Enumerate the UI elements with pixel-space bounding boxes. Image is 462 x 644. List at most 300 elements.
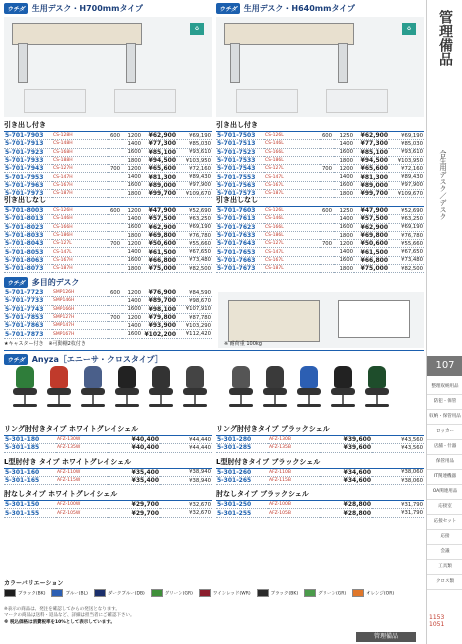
model-number: AFZ-115W <box>56 476 108 484</box>
price-excl-tax: ¥57,500 <box>354 215 389 223</box>
table-row[interactable] <box>4 444 212 452</box>
anyza-product-block <box>216 457 424 486</box>
model-number: CS-147L <box>264 248 320 256</box>
table-row[interactable] <box>216 165 424 173</box>
h640-without-drawer-title: 引き出しなし <box>216 195 424 207</box>
swatch-chip <box>94 589 106 597</box>
table-row[interactable] <box>216 509 424 517</box>
product-code: 5-701-7603 <box>216 207 264 215</box>
width-value: 1800 <box>122 190 142 198</box>
product-code: 5-701-8043 <box>4 240 52 248</box>
product-code: 5-701-7543 <box>216 165 264 173</box>
model-number: CS-167L <box>264 256 320 264</box>
price-excl-tax: ¥66,800 <box>354 256 389 264</box>
anyza-product-block <box>216 489 424 518</box>
price-incl-tax: ¥44,440 <box>160 444 212 452</box>
anyza-block-title: 肘なしタイプ ブラックシェル <box>216 489 424 501</box>
h640-without-table <box>216 207 424 273</box>
product-code: 5-701-7943 <box>4 165 52 173</box>
table-row[interactable] <box>4 436 212 444</box>
model-number: AFZ-105B <box>268 509 320 517</box>
price-incl-tax: ¥31,790 <box>372 501 424 509</box>
sidebar-nav-item[interactable]: 応接 <box>427 530 462 545</box>
h640-header <box>216 2 424 15</box>
price-incl-tax: ¥109,670 <box>389 190 424 198</box>
eco-badge-icon: ♻ <box>190 23 204 35</box>
product-code: 5-701-7953 <box>4 173 52 181</box>
depth-group: 600 <box>109 289 121 296</box>
product-code: 5-701-7503 <box>216 132 264 140</box>
anyza-title: Anyza［エニーサ・クロスタイプ］ <box>31 355 163 364</box>
table-row[interactable] <box>216 181 424 189</box>
width-value: 1400 <box>122 297 142 305</box>
model-number: AFZ-100B <box>268 501 320 509</box>
eco-badge-icon: ♻ <box>402 23 416 35</box>
table-row[interactable] <box>216 207 424 215</box>
page-number: 107 <box>427 356 462 376</box>
h640-section <box>216 2 424 273</box>
depth-group <box>108 305 122 313</box>
table-row[interactable] <box>4 240 212 248</box>
price-excl-tax: ¥61,500 <box>354 248 389 256</box>
width-value: 1400 <box>334 215 354 223</box>
price-incl-tax: ¥69,190 <box>177 223 212 231</box>
swatch-chip <box>4 589 16 597</box>
depth-group: 600 <box>321 132 333 139</box>
model-number: CS-187H <box>52 190 108 198</box>
color-swatch <box>257 589 298 597</box>
sidebar-nav-item[interactable]: 整理収納用品 <box>427 380 462 395</box>
table-row[interactable] <box>4 165 212 173</box>
table-row[interactable] <box>216 256 424 264</box>
color-variation <box>4 578 424 597</box>
product-code: 5-701-8033 <box>4 231 52 239</box>
model-number: AFZ-130B <box>268 436 320 444</box>
chair-image-blue <box>78 366 108 412</box>
swatch-label: ブラック(BK) <box>270 591 299 597</box>
anyza-product-block <box>4 489 212 518</box>
width-value: 1600 <box>334 148 354 156</box>
product-code: 5-301-185 <box>4 444 56 452</box>
table-row[interactable] <box>216 248 424 256</box>
depth-group: 600 <box>321 207 333 214</box>
sidebar-nav-item[interactable]: 防犯・保管 <box>427 395 462 410</box>
model-number: CS-146L <box>264 215 320 223</box>
width-value: 1800 <box>122 265 142 273</box>
color-variation-title: カラーバリエーション <box>4 580 64 587</box>
depth-group <box>320 140 334 148</box>
table-row[interactable] <box>216 231 424 239</box>
multi-section <box>4 276 212 347</box>
price-excl-tax: ¥47,900 <box>354 207 389 215</box>
depth-group: 600 <box>109 207 121 214</box>
width-value: 1600 <box>122 223 142 231</box>
product-code: 5-701-7873 <box>4 330 52 338</box>
model-number: SMP146H <box>52 297 108 305</box>
price-incl-tax: ¥38,060 <box>372 469 424 477</box>
table-row[interactable] <box>216 223 424 231</box>
price-excl-tax: ¥77,300 <box>142 140 177 148</box>
width-value: 1200 <box>122 289 142 297</box>
depth-group <box>320 223 334 231</box>
product-code: 5-701-7743 <box>4 305 52 313</box>
table-row[interactable] <box>4 265 212 273</box>
width-value: 1800 <box>334 156 354 164</box>
price-excl-tax: ¥89,000 <box>354 181 389 189</box>
anyza-product-block <box>4 424 212 453</box>
swatch-chip <box>304 589 316 597</box>
width-value: 1600 <box>122 305 142 313</box>
swatch-label: オレンジ(OR) <box>366 591 395 597</box>
table-row[interactable] <box>4 181 212 189</box>
anyza-header <box>4 350 424 366</box>
price-incl-tax: ¥73,480 <box>389 256 424 264</box>
h700-side-drawing <box>24 89 86 113</box>
table-row[interactable] <box>216 240 424 248</box>
width-value: 1250 <box>334 132 354 140</box>
brand-logo: ウチダ <box>4 3 28 14</box>
sidebar-title: 管理備品 <box>437 10 453 66</box>
model-number: SMP126H <box>52 289 108 297</box>
price-incl-tax: ¥31,790 <box>372 509 424 517</box>
product-code: 5-301-250 <box>216 501 268 509</box>
h640-with-drawer <box>216 120 424 198</box>
price-excl-tax: ¥50,600 <box>354 240 389 248</box>
model-number: CS-166L <box>264 223 320 231</box>
model-number: CS-186H <box>52 231 108 239</box>
product-code: 5-701-7613 <box>216 215 264 223</box>
width-value: 1600 <box>122 330 142 338</box>
depth-group <box>108 330 122 338</box>
sidebar-nav-item[interactable]: 工具類 <box>427 560 462 575</box>
model-number: SMP127H <box>52 313 108 321</box>
h700-with-drawer <box>4 120 212 198</box>
price-excl-tax: ¥61,500 <box>142 248 177 256</box>
model-number: CS-188H <box>52 156 108 164</box>
price-incl-tax: ¥38,060 <box>372 476 424 484</box>
width-value: 1200 <box>334 165 354 173</box>
price-excl-tax: ¥39,600 <box>320 436 372 444</box>
multi-desk-image <box>218 292 424 348</box>
table-row[interactable] <box>216 140 424 148</box>
price-incl-tax: ¥87,780 <box>177 313 212 321</box>
depth-group <box>320 265 334 273</box>
price-excl-tax: ¥39,600 <box>320 444 372 452</box>
h640-with-drawer-title: 引き出し付き <box>216 120 424 132</box>
price-incl-tax: ¥55,660 <box>177 240 212 248</box>
color-swatch <box>151 589 193 597</box>
product-code: 5-301-180 <box>4 436 56 444</box>
anyza-left-column <box>4 424 212 522</box>
price-excl-tax: ¥62,900 <box>354 223 389 231</box>
chair-image-gray <box>226 366 256 412</box>
price-incl-tax: ¥44,440 <box>160 436 212 444</box>
model-number: CS-147H <box>52 173 108 181</box>
depth-group <box>108 156 122 164</box>
product-code: 5-701-7923 <box>4 148 52 156</box>
h640-dimension-drawing <box>326 89 388 113</box>
sidebar-nav-item[interactable]: ロッカー <box>427 425 462 440</box>
h640-title: 生用デスク・H640mmタイプ <box>243 4 356 13</box>
table-row[interactable] <box>4 297 212 305</box>
table-row[interactable] <box>4 173 212 181</box>
model-number: CS-148H <box>52 140 108 148</box>
price-excl-tax: ¥62,900 <box>142 132 177 140</box>
price-excl-tax: ¥89,700 <box>142 297 177 305</box>
product-code: 5-701-7673 <box>216 265 264 273</box>
table-row[interactable] <box>4 140 212 148</box>
product-code: 5-701-8053 <box>4 248 52 256</box>
model-number: AFZ-115B <box>268 476 320 484</box>
price-incl-tax: ¥103,950 <box>389 156 424 164</box>
chair-image-green <box>10 366 40 412</box>
anyza-block-title: リング肘付きタイプ ブラックシェル <box>216 424 424 436</box>
depth-group: 700 <box>109 240 121 247</box>
price-incl-tax: ¥103,290 <box>177 322 212 330</box>
h700-dimension-drawing <box>114 89 176 113</box>
product-code: 5-701-7903 <box>4 132 52 140</box>
model-number: CS-127L <box>264 240 320 248</box>
model-number: CS-187L <box>264 265 320 273</box>
multi-title: 多目的デスク <box>31 278 80 287</box>
depth-group <box>108 140 122 148</box>
table-row[interactable] <box>4 509 212 517</box>
depth-group <box>108 173 122 181</box>
price-incl-tax: ¥82,500 <box>177 265 212 273</box>
price-incl-tax: ¥82,500 <box>389 265 424 273</box>
product-code: 5-301-155 <box>4 509 56 517</box>
sidebar-nav-item[interactable]: 保管用品 <box>427 455 462 470</box>
price-incl-tax: ¥32,670 <box>160 509 212 517</box>
chair-image-side <box>180 366 210 412</box>
table-row[interactable] <box>216 436 424 444</box>
h700-with-table <box>4 132 212 198</box>
table-row[interactable] <box>4 223 212 231</box>
width-value: 1600 <box>334 181 354 189</box>
price-excl-tax: ¥81,300 <box>354 173 389 181</box>
price-incl-tax: ¥52,690 <box>389 207 424 215</box>
sidebar-nav-item[interactable]: 店舗・什器 <box>427 440 462 455</box>
price-incl-tax: ¥32,670 <box>160 501 212 509</box>
model-number: AFZ-110W <box>56 469 108 477</box>
model-number: CS-147L <box>264 173 320 181</box>
table-row[interactable] <box>216 148 424 156</box>
table-row[interactable] <box>4 313 212 321</box>
table-row[interactable] <box>4 289 212 297</box>
table-row[interactable] <box>216 444 424 452</box>
sidebar-nav <box>427 380 462 590</box>
table-row[interactable] <box>4 207 212 215</box>
h700-title: 生用デスク・H700mmタイプ <box>31 4 144 13</box>
model-number: CS-146H <box>52 215 108 223</box>
model-number: CS-126L <box>264 207 320 215</box>
depth-group: 700 <box>321 240 333 247</box>
model-number: CS-167L <box>264 181 320 189</box>
chair-image-graphite <box>260 366 290 412</box>
color-swatch <box>352 589 394 597</box>
product-code: 5-701-7563 <box>216 181 264 189</box>
model-number: AFZ-110B <box>268 469 320 477</box>
h700-without-table <box>4 207 212 273</box>
model-number: SMP167H <box>52 330 108 338</box>
product-code: 5-301-285 <box>216 444 268 452</box>
product-code: 5-701-7573 <box>216 190 264 198</box>
price-incl-tax: ¥38,940 <box>160 469 212 477</box>
h700-desk-image <box>4 17 212 117</box>
product-code: 5-301-260 <box>216 469 268 477</box>
sidebar-nav-item[interactable]: 収納・保管用品 <box>427 410 462 425</box>
product-code: 5-701-8073 <box>4 265 52 273</box>
table-row[interactable] <box>216 469 424 477</box>
price-incl-tax: ¥85,030 <box>389 140 424 148</box>
h640-with-table <box>216 132 424 198</box>
table-row[interactable] <box>4 476 212 484</box>
product-code: 5-701-7963 <box>4 181 52 189</box>
table-row[interactable] <box>4 156 212 164</box>
model-number: CS-127L <box>264 165 320 173</box>
price-excl-tax: ¥79,800 <box>142 313 177 321</box>
width-value: 1400 <box>122 215 142 223</box>
model-number: AFZ-100W <box>56 501 108 509</box>
footer-tag: 管理備品 <box>356 632 416 642</box>
model-number: CS-127H <box>52 165 108 173</box>
product-code: 5-301-150 <box>4 501 56 509</box>
product-code: 5-701-7663 <box>216 256 264 264</box>
brand-logo: ウチダ <box>4 277 28 288</box>
anyza-product-block <box>4 457 212 486</box>
chair-image-blue2 <box>294 366 324 412</box>
price-incl-tax: ¥76,780 <box>389 231 424 239</box>
price-incl-tax: ¥85,030 <box>177 140 212 148</box>
sidebar-nav-item[interactable]: クロス類 <box>427 575 462 590</box>
sidebar-nav-item[interactable]: 応接セット <box>427 515 462 530</box>
table-row[interactable] <box>4 322 212 330</box>
anyza-block-title: L型肘付き タイプ ホワイトグレイシェル <box>4 457 212 469</box>
model-number: CS-126L <box>264 132 320 140</box>
table-row[interactable] <box>4 330 212 338</box>
price-incl-tax: ¥109,670 <box>177 190 212 198</box>
model-number: CS-186L <box>264 231 320 239</box>
price-excl-tax: ¥75,000 <box>142 265 177 273</box>
color-swatch <box>199 589 251 597</box>
table-row[interactable] <box>216 132 424 140</box>
depth-group <box>320 215 334 223</box>
h700-with-drawer-title: 引き出し付き <box>4 120 212 132</box>
table-row[interactable] <box>216 156 424 164</box>
depth-group <box>108 223 122 231</box>
anyza-table <box>4 501 212 518</box>
table-row[interactable] <box>4 148 212 156</box>
sidebar <box>426 0 462 644</box>
price-incl-tax: ¥97,900 <box>177 181 212 189</box>
swatch-label: グリーン(GR) <box>164 591 193 597</box>
price-incl-tax: ¥67,650 <box>389 248 424 256</box>
model-number: CS-168H <box>52 148 108 156</box>
price-incl-tax: ¥69,190 <box>177 132 212 140</box>
sidebar-nav-item[interactable]: OA関連用品 <box>427 485 462 500</box>
product-code: 5-301-265 <box>216 476 268 484</box>
sidebar-nav-item[interactable]: 会議 <box>427 545 462 560</box>
product-code: 5-701-7933 <box>4 156 52 164</box>
product-code: 5-701-7643 <box>216 240 264 248</box>
price-excl-tax: ¥69,800 <box>354 231 389 239</box>
price-incl-tax: ¥52,690 <box>177 207 212 215</box>
price-excl-tax: ¥66,800 <box>142 256 177 264</box>
anyza-table <box>216 436 424 453</box>
h700-section <box>4 2 212 273</box>
table-row[interactable] <box>4 215 212 223</box>
table-row[interactable] <box>4 256 212 264</box>
width-value: 1400 <box>122 140 142 148</box>
table-row[interactable] <box>4 231 212 239</box>
width-value: 1400 <box>334 173 354 181</box>
price-excl-tax: ¥85,100 <box>354 148 389 156</box>
model-number: SMP166H <box>52 305 108 313</box>
product-code: 5-701-7723 <box>4 289 52 297</box>
table-row[interactable] <box>216 265 424 273</box>
model-number: AFZ-135B <box>268 444 320 452</box>
table-row[interactable] <box>216 476 424 484</box>
chair-image-dark <box>146 366 176 412</box>
width-value: 1600 <box>334 223 354 231</box>
sidebar-category: 合生用デスク／デスク <box>439 150 447 220</box>
product-code: 5-701-7973 <box>4 190 52 198</box>
table-row[interactable] <box>4 501 212 509</box>
table-row[interactable] <box>4 248 212 256</box>
multi-header <box>4 276 212 289</box>
product-code: 5-701-7913 <box>4 140 52 148</box>
price-excl-tax: ¥69,800 <box>142 231 177 239</box>
anyza-table <box>4 436 212 453</box>
price-excl-tax: ¥40,400 <box>108 436 160 444</box>
price-incl-tax: ¥43,560 <box>372 444 424 452</box>
model-number: CS-186L <box>264 156 320 164</box>
depth-group <box>320 256 334 264</box>
table-row[interactable] <box>216 173 424 181</box>
width-value: 1200 <box>334 240 354 248</box>
brand-logo: ウチダ <box>4 354 28 365</box>
sidebar-nav-item[interactable]: 応接室 <box>427 500 462 515</box>
depth-group <box>108 148 122 156</box>
swatch-list <box>4 589 424 597</box>
table-row[interactable] <box>4 305 212 313</box>
swatch-label: ダークブルー(DB) <box>107 591 145 597</box>
multi-table <box>4 289 212 339</box>
depth-group <box>108 297 122 305</box>
table-row[interactable] <box>4 469 212 477</box>
width-value: 1800 <box>122 156 142 164</box>
table-row[interactable] <box>216 501 424 509</box>
table-row[interactable] <box>216 215 424 223</box>
price-excl-tax: ¥62,900 <box>354 132 389 140</box>
model-number: CS-127L <box>52 240 108 248</box>
product-code: 5-701-7653 <box>216 248 264 256</box>
price-excl-tax: ¥89,000 <box>142 181 177 189</box>
model-number: AFZ-105W <box>56 509 108 517</box>
width-value: 1400 <box>334 140 354 148</box>
product-code: 5-701-8063 <box>4 256 52 264</box>
h640-side-drawing <box>236 89 298 113</box>
depth-group <box>320 173 334 181</box>
h700-without-drawer <box>4 195 212 273</box>
anyza-block-title: 肘なしタイプ ホワイトグレイシェル <box>4 489 212 501</box>
product-code: 5-701-7633 <box>216 231 264 239</box>
sidebar-nav-item[interactable]: IT関連機器 <box>427 470 462 485</box>
table-row[interactable] <box>4 132 212 140</box>
product-code: 5-701-7853 <box>4 313 52 321</box>
price-incl-tax: ¥67,650 <box>177 248 212 256</box>
anyza-table <box>216 501 424 518</box>
